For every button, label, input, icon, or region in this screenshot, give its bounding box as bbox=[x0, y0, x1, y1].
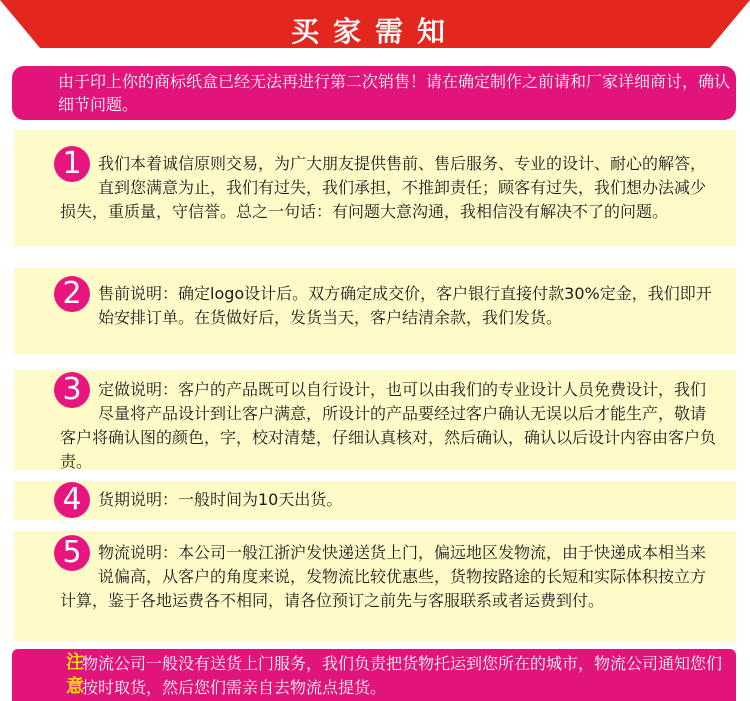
item-text: 定做说明：客户的产品既可以自行设计，也可以由我们的专业设计人员免费设计，我们尽量将产品设计到让客户满意，所设计的产品要经过客户确认无误以后才能生产，敬请客户将确认图的颜色，字，校对清楚，仔细认真核对，然后确认，确认以后设计内容由客户负责。 bbox=[60, 380, 717, 471]
item-text: 物流说明：本公司一般江浙沪发快递送货上门，偏远地区发物流，由于快递成本相当来说偏高，从客户的角度来说，发物流比较优惠些，货物按路途的长短和实际体积按立方计算，鉴于各地运费各不相同，请各位预订之前先与客服联系或者运费到付。 bbox=[60, 543, 707, 610]
item-number-badge: 3 bbox=[54, 372, 90, 408]
item-number-badge: 5 bbox=[54, 535, 90, 571]
list-item bbox=[14, 268, 736, 354]
item-number-badge: 4 bbox=[54, 482, 90, 518]
item-text: 我们本着诚信原则交易，为广大朋友提供售前、售后服务、专业的设计、耐心的解答，直到您满意为止，我们有过失，我们承担，不推卸责任；顾客有过失，我们想办法减少损失，重质量，守信誉。总之一句话：有问题大意沟通，我相信没有解决不了的问题。 bbox=[60, 154, 707, 221]
list-item bbox=[14, 481, 736, 520]
footer-notice bbox=[12, 649, 736, 701]
item-number-badge: 2 bbox=[54, 276, 90, 312]
notice-banner bbox=[12, 66, 736, 120]
list-item bbox=[14, 130, 736, 246]
item-text: 售前说明：确定logo设计后。双方确定成交价，客户银行直接付款30%定金，我们即开始安排订单。在货做好后，发货当天，客户结清余款，我们发货。 bbox=[98, 284, 712, 327]
header-banner bbox=[0, 0, 750, 56]
footer-label: 注意 bbox=[66, 652, 84, 697]
page-title: 买家需知 bbox=[290, 15, 459, 48]
footer-text: 物流公司一般没有送货上门服务，我们负责把货物托运到您所在的城市，物流公司通知您们按时取货，然后您们需亲自去物流点提货。 bbox=[82, 654, 723, 697]
item-text: 货期说明：一般时间为10天出货。 bbox=[98, 490, 343, 509]
list-item bbox=[14, 531, 736, 641]
list-item bbox=[14, 370, 736, 470]
item-number-badge: 1 bbox=[54, 146, 90, 182]
notice-text: 由于印上你的商标纸盒已经无法再进行第二次销售！请在确定制作之前请和厂家详细商讨，确认细节问题。 bbox=[58, 72, 731, 114]
